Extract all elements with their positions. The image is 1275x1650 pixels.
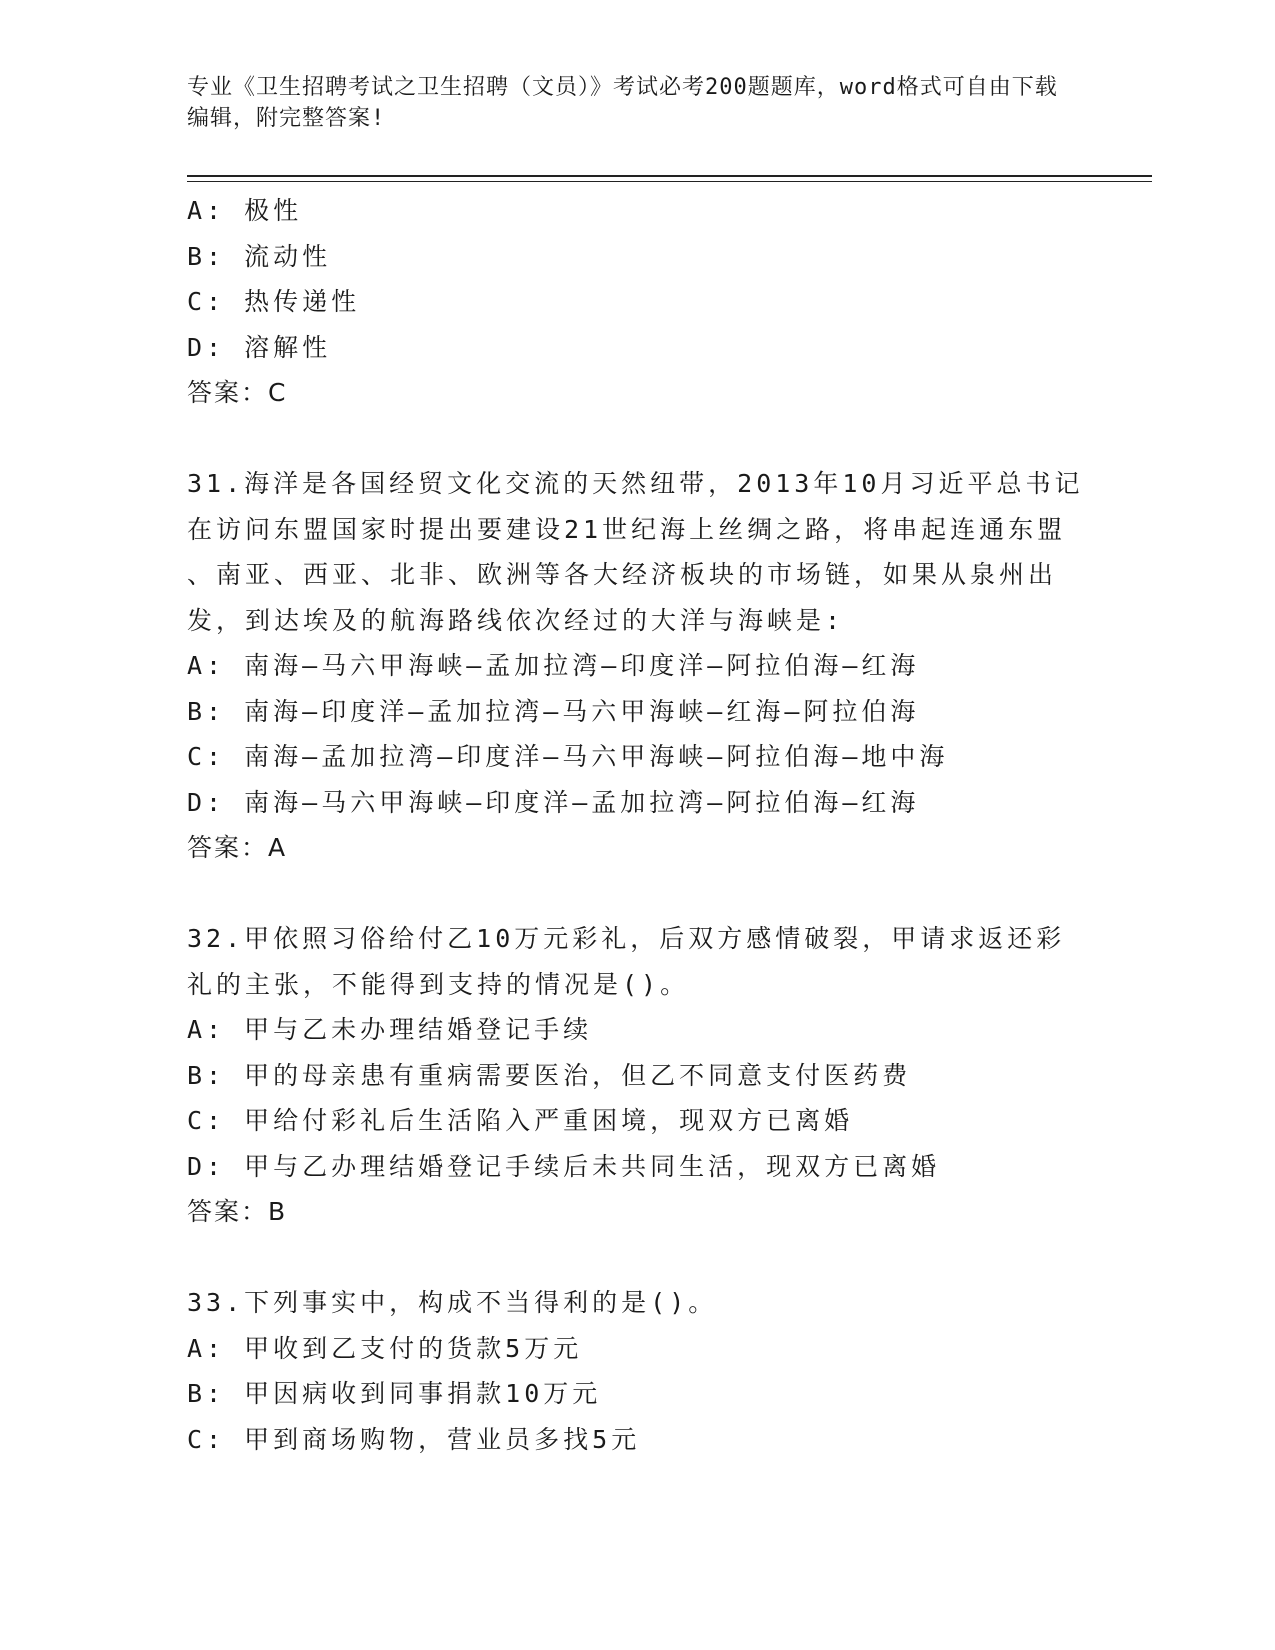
question-text-line: 32.甲依照习俗给付乙10万元彩礼，后双方感情破裂，甲请求返还彩 — [187, 924, 1066, 953]
answer-line: 答案：B — [187, 1197, 288, 1226]
spacer — [187, 1235, 1087, 1281]
question-text-line: 33.下列事实中，构成不当得利的是()。 — [187, 1288, 718, 1317]
question-30 — [187, 188, 1087, 416]
option-b: B: 流动性 — [187, 241, 332, 271]
spacer — [187, 416, 1087, 462]
option-a: A: 甲与乙未办理结婚登记手续 — [187, 1015, 593, 1044]
question-text-line: 、南亚、西亚、北非、欧洲等各大经济板块的市场链，如果从泉州出 — [187, 560, 1058, 589]
option-b: B: 甲的母亲患有重病需要医治，但乙不同意支付医药费 — [187, 1060, 912, 1090]
question-list — [187, 188, 1087, 1462]
option-d: D: 溶解性 — [187, 332, 332, 362]
option-c: C: 甲到商场购物，营业员多找5元 — [187, 1424, 641, 1454]
question-31 — [187, 461, 1087, 871]
option-c: C: 南海—孟加拉湾—印度洋—马六甲海峡—阿拉伯海—地中海 — [187, 742, 949, 771]
question-33 — [187, 1280, 1087, 1462]
header-divider-thick — [187, 175, 1152, 177]
question-text-line: 在访问东盟国家时提出要建设21世纪海上丝绸之路，将串起连通东盟 — [187, 514, 1067, 544]
question-32 — [187, 916, 1087, 1235]
question-text-line: 礼的主张，不能得到支持的情况是()。 — [187, 969, 690, 999]
spacer — [187, 871, 1087, 917]
option-a: A: 甲收到乙支付的货款5万元 — [187, 1333, 583, 1363]
option-a: A: 极性 — [187, 196, 303, 225]
option-d: D: 南海—马六甲海峡—印度洋—孟加拉湾—阿拉伯海—红海 — [187, 787, 920, 817]
option-c: C: 热传递性 — [187, 287, 361, 316]
question-text-line: 发，到达埃及的航海路线依次经过的大洋与海峡是: — [187, 605, 845, 635]
option-a: A: 南海—马六甲海峡—孟加拉湾—印度洋—阿拉伯海—红海 — [187, 651, 920, 680]
header-divider-thin — [187, 181, 1152, 182]
document-header: 专业《卫生招聘考试之卫生招聘（文员）》考试必考200题题库，word格式可自由下载编辑，附完整答案! — [187, 75, 1058, 131]
question-text-line: 31.海洋是各国经贸文化交流的天然纽带，2013年10月习近平总书记 — [187, 469, 1084, 498]
answer-line: 答案：A — [187, 833, 288, 862]
option-d: D: 甲与乙办理结婚登记手续后未共同生活，现双方已离婚 — [187, 1151, 941, 1181]
option-b: B: 南海—印度洋—孟加拉湾—马六甲海峡—红海—阿拉伯海 — [187, 696, 920, 726]
answer-line: 答案：C — [187, 378, 288, 407]
option-c: C: 甲给付彩礼后生活陷入严重困境，现双方已离婚 — [187, 1106, 854, 1135]
option-b: B: 甲因病收到同事捐款10万元 — [187, 1379, 602, 1408]
